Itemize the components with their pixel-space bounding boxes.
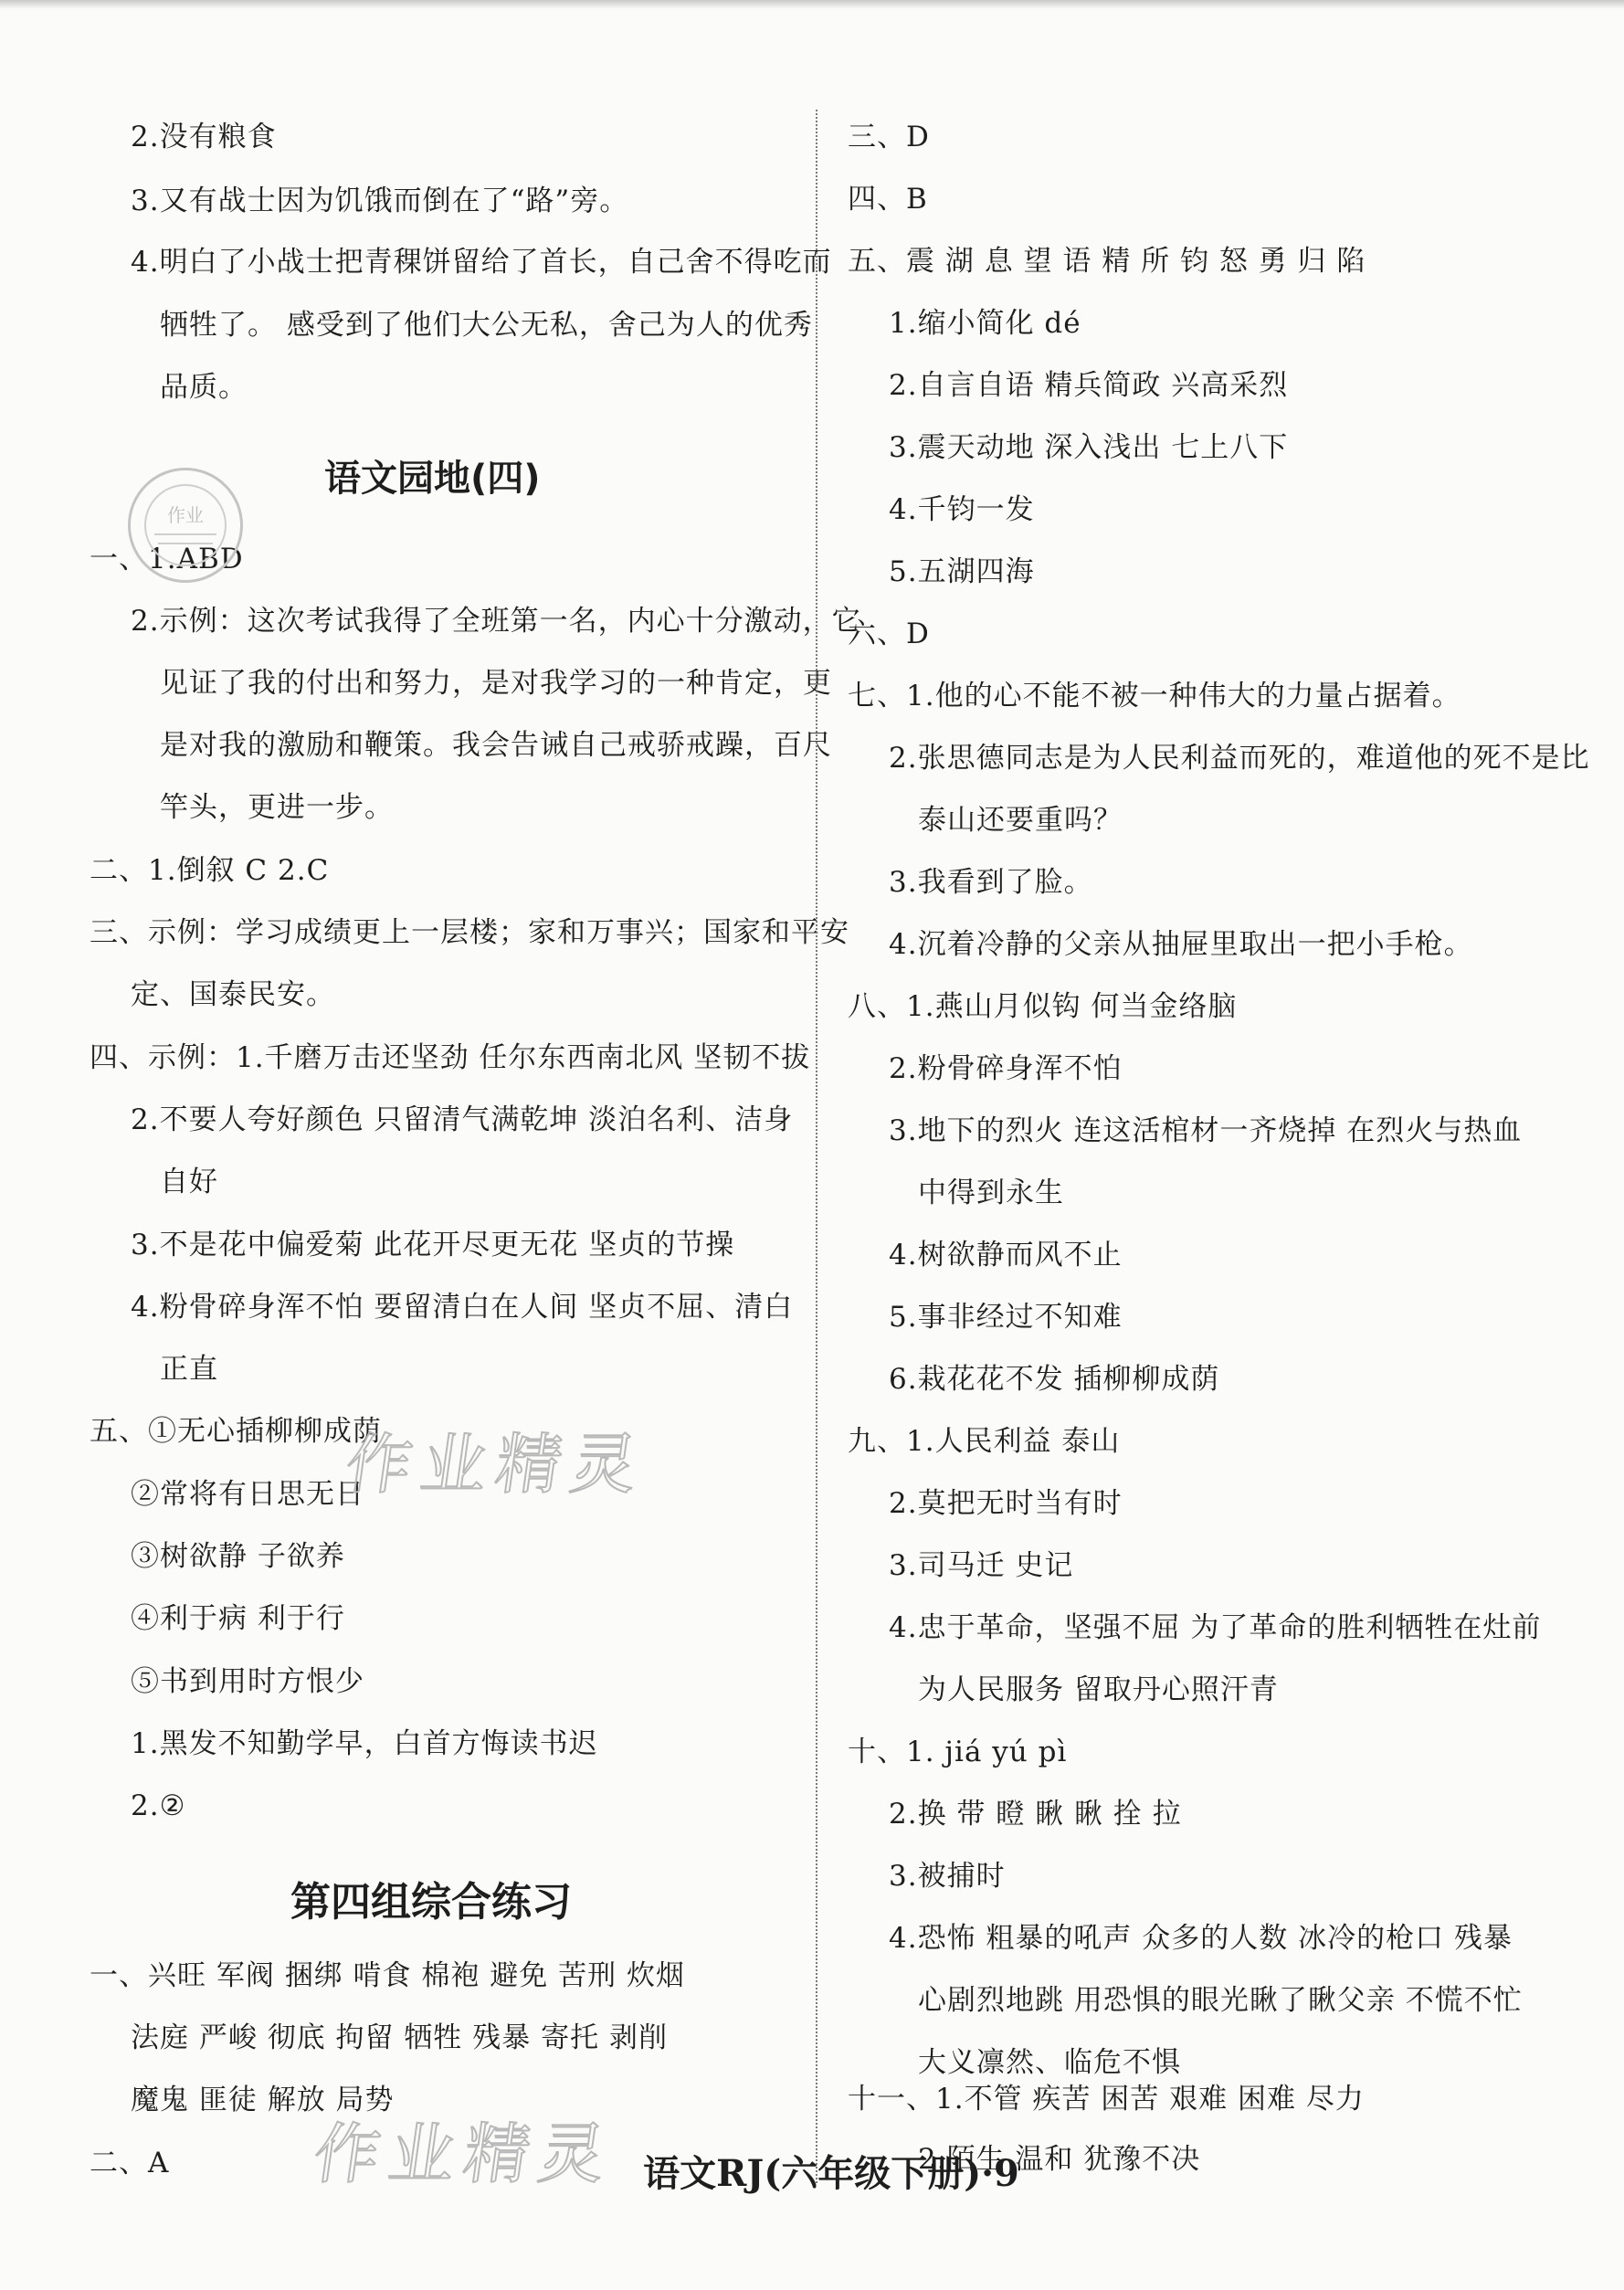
- answer-line: 4.粉骨碎身浑不怕 要留清白在人间 坚贞不屈、清白: [131, 1291, 794, 1324]
- answer-line: 十、1. jiá yú pì: [848, 1736, 1068, 1768]
- answer-line: 三、D: [848, 121, 930, 153]
- section-heading: 第四组综合练习: [290, 1879, 572, 1926]
- answer-line: 4.千钧一发: [889, 493, 1035, 526]
- answer-line: 定、国泰民安。: [131, 978, 335, 1011]
- answer-line: 五、震 湖 息 望 语 精 所 钧 怒 勇 归 陷: [848, 245, 1366, 278]
- answer-line: 二、1.倒叙 C 2.C: [90, 854, 330, 887]
- answer-line: 一、兴旺 军阀 捆绑 啃食 棉袍 避免 苦刑 炊烟: [90, 1959, 685, 1992]
- answer-line: 九、1.人民利益 泰山: [848, 1425, 1121, 1458]
- answer-line: 3.司马迁 史记: [889, 1549, 1074, 1582]
- answer-line: 法庭 严峻 彻底 拘留 牺牲 残暴 寄托 剥削: [131, 2021, 668, 2054]
- answer-line: 心剧烈地跳 用恐惧的眼光瞅了瞅父亲 不慌不忙: [918, 1984, 1523, 2017]
- answer-line: 1.缩小简化 dé: [889, 307, 1081, 340]
- answer-line: 2.②: [131, 1789, 186, 1822]
- answer-line: 十一、1.不管 疾苦 困苦 艰难 困难 尽力: [848, 2083, 1365, 2116]
- answer-line: 品质。: [160, 371, 248, 404]
- answer-line: 自好: [160, 1166, 218, 1198]
- answer-line: 泰山还要重吗？: [918, 804, 1123, 837]
- answer-line: 二、A: [90, 2147, 170, 2179]
- answer-line: 2.张思德同志是为人民利益而死的，难道他的死不是比: [889, 742, 1590, 775]
- answer-line: 3.又有战士因为饥饿而倒在了“路”旁。: [131, 185, 629, 217]
- answer-line: 五、①无心插柳柳成荫: [90, 1415, 382, 1448]
- answer-line: 3.我看到了脸。: [889, 866, 1093, 899]
- answer-line: 3.不是花中偏爱菊 此花开尽更无花 坚贞的节操: [131, 1229, 735, 1261]
- answer-line: 3.地下的烈火 连这活棺材一齐烧掉 在烈火与热血: [889, 1114, 1523, 1147]
- answer-line: ③树欲静 子欲养: [131, 1540, 345, 1573]
- answer-line: ②常将有日思无日: [131, 1478, 364, 1511]
- answer-line: 竿头，更进一步。: [160, 791, 394, 824]
- answer-line: 六、D: [848, 617, 930, 650]
- svg-text:作业: 作业: [167, 504, 204, 526]
- answer-line: 大义凛然、临危不惧: [918, 2046, 1181, 2079]
- answer-line: 为人民服务 留取丹心照汗青: [918, 1673, 1279, 1706]
- answer-line: 2.不要人夸好颜色 只留清气满乾坤 淡泊名利、洁身: [131, 1103, 794, 1136]
- page-footer: 语文RJ(六年级下册)·9: [643, 2152, 1019, 2195]
- answer-line: 4.忠于革命，坚强不屈 为了革命的胜利牺牲在灶前: [889, 1611, 1542, 1644]
- answer-line: 4.树欲静而风不止: [889, 1239, 1123, 1272]
- answer-line: ⑤书到用时方恨少: [131, 1665, 364, 1698]
- answer-line: 3.震天动地 深入浅出 七上八下: [889, 431, 1289, 464]
- watermark: 作业精灵: [309, 2116, 620, 2192]
- answer-line: 2.没有粮食: [131, 121, 277, 153]
- answer-line: 中得到永生: [918, 1177, 1064, 1209]
- answer-line: 4.明白了小战士把青稞饼留给了首长，自己舍不得吃而: [131, 246, 832, 279]
- column-divider: [816, 110, 817, 2183]
- answer-line: 2.陌生 温和 犹豫不决: [918, 2143, 1201, 2176]
- answer-line: 6.栽花花不发 插柳柳成荫: [889, 1363, 1220, 1396]
- answer-line: 4.恐怖 粗暴的吼声 众多的人数 冰冷的枪口 残暴: [889, 1922, 1513, 1955]
- answer-line: 四、B: [848, 183, 928, 216]
- answer-line: 魔鬼 匪徒 解放 局势: [131, 2084, 395, 2116]
- answer-line: 七、1.他的心不能不被一种伟大的力量占据着。: [848, 680, 1461, 712]
- answer-line: 4.沉着冷静的父亲从抽屉里取出一把小手枪。: [889, 928, 1473, 961]
- answer-line: 一、1.ABD: [90, 543, 244, 575]
- answer-line: 三、示例：学习成绩更上一层楼；家和万事兴；国家和平安: [90, 916, 849, 949]
- section-heading: 语文园地(四): [324, 458, 541, 500]
- answer-line: 1.黑发不知勤学早，白首方悔读书迟: [131, 1727, 598, 1760]
- answer-line: 牺牲了。 感受到了他们大公无私，舍己为人的优秀: [160, 309, 813, 342]
- answer-line: 四、示例：1.千磨万击还坚劲 任尔东西南北风 坚韧不拔: [90, 1041, 811, 1074]
- answer-line: 见证了我的付出和努力，是对我学习的一种肯定，更: [160, 667, 832, 700]
- answer-line: 2.自言自语 精兵简政 兴高采烈: [889, 369, 1289, 402]
- watermark: 作业精灵: [341, 1426, 652, 1503]
- stamp-logo: [128, 468, 243, 583]
- answer-line: 是对我的激励和鞭策。我会告诫自己戒骄戒躁，百尺: [160, 729, 832, 762]
- answer-line: 2.示例：这次考试我得了全班第一名，内心十分激动，它: [131, 605, 861, 638]
- answer-line: 3.被捕时: [889, 1860, 1006, 1893]
- scan-edge: [0, 0, 1624, 9]
- answer-line: 2.莫把无时当有时: [889, 1487, 1123, 1520]
- answer-line: 八、1.燕山月似钩 何当金络脑: [848, 990, 1238, 1023]
- answer-line: 5.五湖四海: [889, 555, 1035, 588]
- answer-line: 2.换 带 瞪 瞅 瞅 拴 拉: [889, 1798, 1182, 1831]
- answer-line: 2.粉骨碎身浑不怕: [889, 1052, 1123, 1085]
- answer-line: ④利于病 利于行: [131, 1602, 345, 1635]
- answer-line: 5.事非经过不知难: [889, 1301, 1123, 1334]
- answer-line: 正直: [160, 1353, 218, 1386]
